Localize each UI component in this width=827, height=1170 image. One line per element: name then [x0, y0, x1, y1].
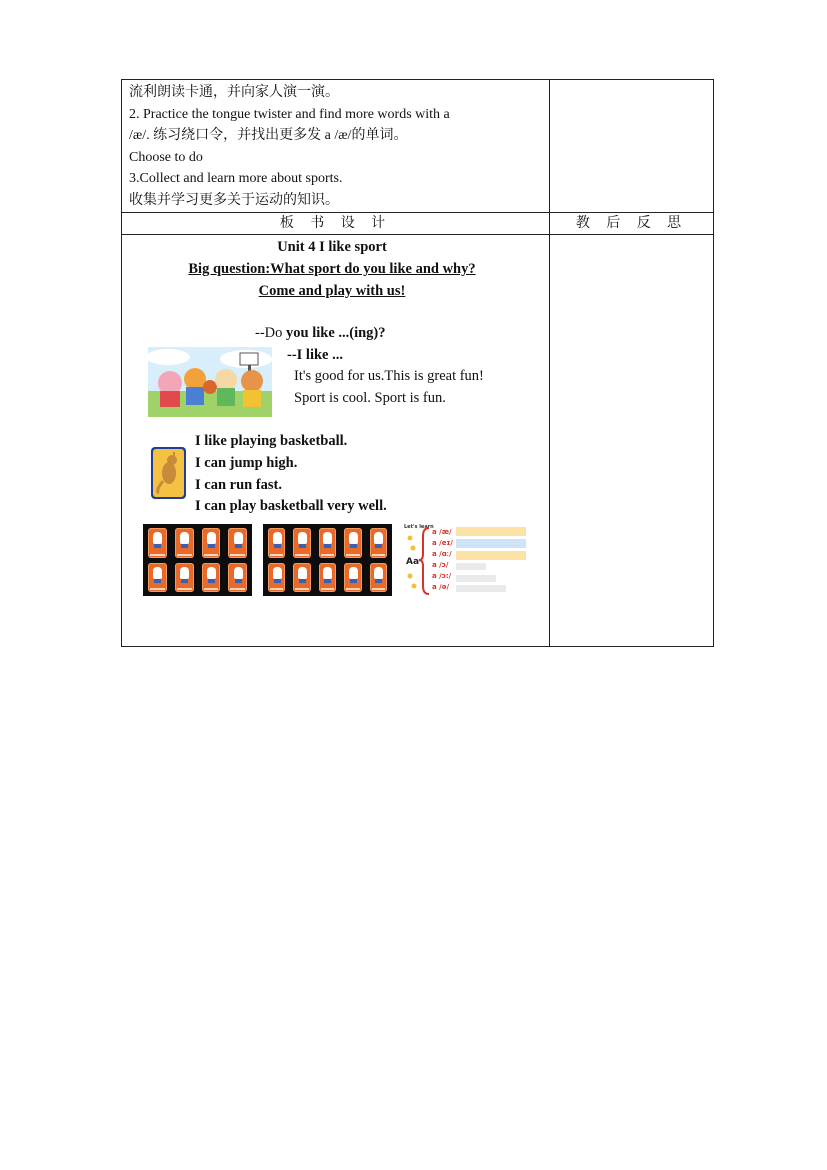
lesson-plan-table — [121, 79, 714, 647]
board-design-cell — [122, 235, 550, 647]
phonics-heading: Let's learn — [404, 524, 434, 530]
phonics-letter: Aa — [406, 557, 420, 567]
homework-line: 收集并学习更多关于运动的知识。 — [129, 192, 339, 208]
big-question: Big question:What sport do you like and why? — [188, 261, 476, 277]
cartoon-illustration — [148, 347, 272, 417]
sport-card — [228, 528, 247, 558]
sport-card — [148, 563, 167, 593]
sport-card — [228, 563, 247, 593]
come-and-play: Come and play with us! — [258, 283, 406, 299]
sentence-4: I can play basketball very well. — [195, 498, 387, 514]
reflection-header: 教 后 反 思 — [550, 213, 714, 235]
sport-card — [370, 528, 387, 558]
homework-cell — [122, 80, 550, 213]
sentence-1: I like playing basketball. — [195, 433, 348, 449]
sport-card — [148, 528, 167, 558]
sport-card — [175, 563, 194, 593]
phonics-sound: a /ɑː/ — [432, 550, 452, 558]
sport-is-cool-line: Sport is cool. Sport is fun. — [294, 390, 446, 406]
unit-title: Unit 4 I like sport — [277, 239, 387, 255]
reflection-cell — [550, 235, 714, 647]
homework-line: /æ/. 练习绕口令，并找出更多发 a /æ/的单词。 — [129, 128, 408, 143]
sport-card — [370, 563, 387, 593]
phonics-brace-icon — [404, 524, 528, 596]
homework-line: 流利朗读卡通，并向家人演一演。 — [129, 85, 339, 100]
question-line — [255, 325, 386, 342]
sport-card — [293, 528, 310, 558]
sport-card — [319, 528, 336, 558]
question-bold: you like ...(ing)? — [286, 325, 386, 341]
phonics-sounds — [432, 527, 453, 593]
question-prefix: --Do — [255, 325, 287, 341]
board-design-header: 板 书 设 计 — [122, 213, 550, 235]
phonics-sound: a /æ/ — [432, 528, 452, 536]
homework-side-cell — [550, 80, 714, 213]
kangaroo-card — [151, 447, 186, 499]
sentence-2: I can jump high. — [195, 455, 298, 471]
phonics-chart — [404, 524, 528, 596]
sport-card — [268, 528, 285, 558]
sport-card — [202, 528, 221, 558]
cartoon-image — [148, 347, 272, 417]
kangaroo-icon — [151, 447, 186, 499]
sports-cards-grid-2 — [263, 524, 392, 596]
phonics-sound: a /eɪ/ — [432, 539, 453, 547]
phonics-sound: a /ə/ — [432, 583, 450, 591]
sports-cards-grid-1 — [143, 524, 252, 596]
good-for-us-line: It's good for us.This is great fun! — [294, 368, 484, 384]
phonics-sound: a /ɔ/ — [432, 561, 449, 569]
homework-line: 3.Collect and learn more about sports. — [129, 171, 343, 186]
sport-card — [319, 563, 336, 593]
sport-card — [175, 528, 194, 558]
sport-card — [344, 563, 361, 593]
homework-line: 2. Practice the tongue twister and find more words with a — [129, 106, 450, 122]
sport-card — [344, 528, 361, 558]
sport-card — [293, 563, 310, 593]
phonics-sound: a /ɔ:/ — [432, 572, 452, 580]
sport-card — [268, 563, 285, 593]
answer-line: --I like ... — [287, 347, 343, 363]
sport-card — [202, 563, 221, 593]
sentence-3: I can run fast. — [195, 477, 283, 493]
homework-line: Choose to do — [129, 149, 203, 165]
